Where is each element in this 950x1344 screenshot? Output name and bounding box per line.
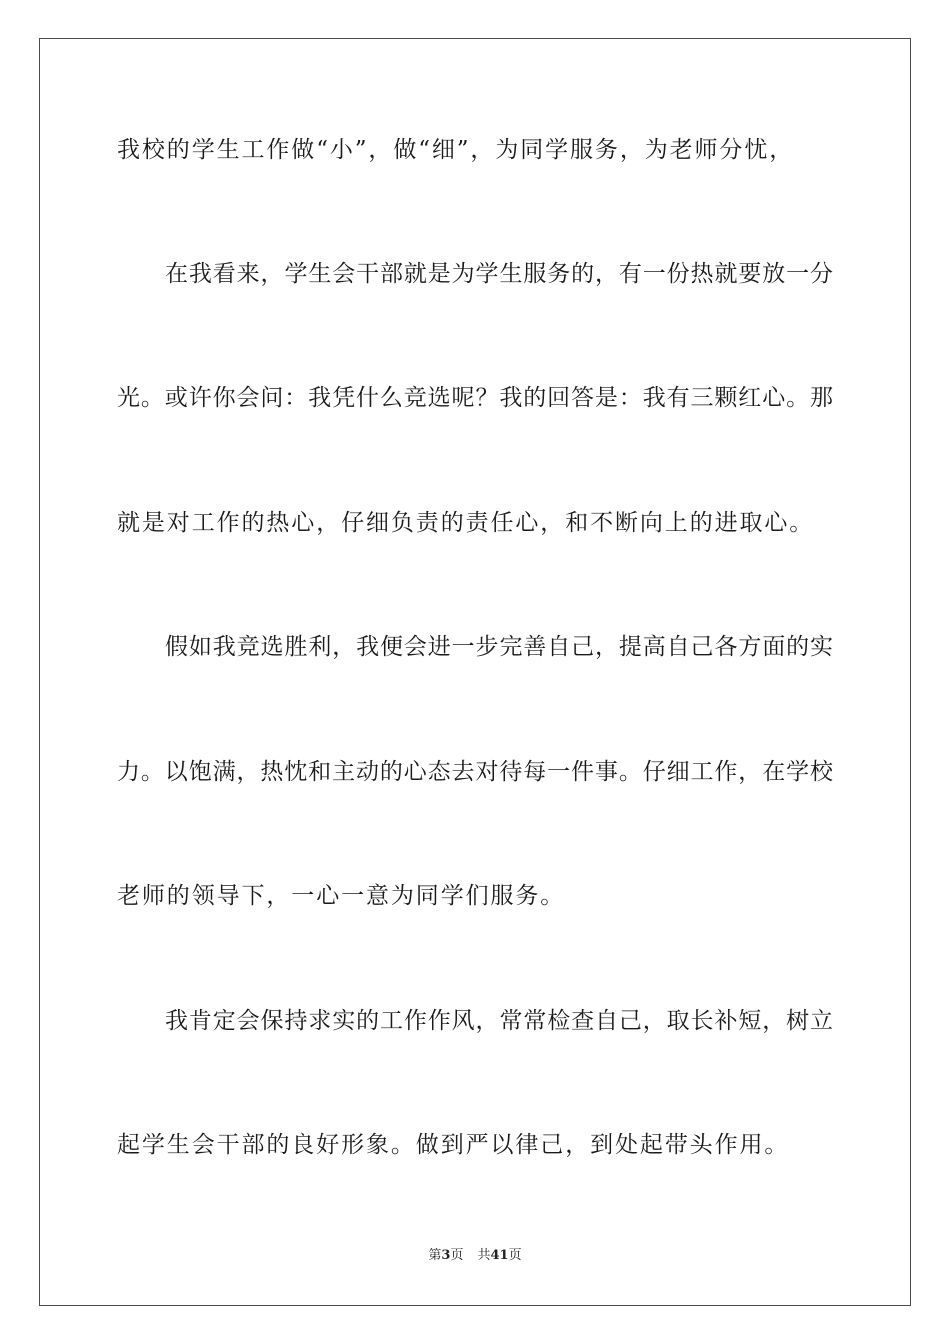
page-border: [39, 38, 911, 1306]
paragraph-line-1: 我校的学生工作做“小”，做“细”，为同学服务，为老师分忧，: [117, 137, 795, 163]
total-pages: 41: [490, 1248, 509, 1263]
paragraph-line-7: 老师的领导下，一心一意为同学们服务。: [117, 883, 566, 909]
paragraph-line-8: 我肯定会保持求实的工作作风，常常检查自己，取长补短，树立: [165, 1008, 833, 1034]
paragraph-line-5: 假如我竞选胜利，我便会进一步完善自己，提高自己各方面的实: [165, 634, 833, 660]
page-prefix: 第: [428, 1248, 442, 1263]
total-prefix: 共: [477, 1248, 491, 1263]
paragraph-line-2: 在我看来，学生会干部就是为学生服务的，有一份热就要放一分: [165, 261, 833, 287]
paragraph-line-4: 就是对工作的热心，仔细负责的责任心，和不断向上的进取心。: [117, 510, 815, 536]
paragraph-line-6: 力。以饱满，热忱和主动的心态去对待每一件事。仔细工作，在学校: [117, 759, 833, 785]
paragraph-line-3: 光。或许你会问：我凭什么竞选呢？我的回答是：我有三颗红心。那: [117, 385, 833, 411]
total-suffix: 页: [508, 1248, 522, 1263]
paragraph-line-9: 起学生会干部的良好形象。做到严以律己，到处起带头作用。: [117, 1132, 790, 1158]
page-suffix: 页: [450, 1248, 464, 1263]
page-footer: [0, 1247, 950, 1265]
page-number: 3: [441, 1248, 451, 1263]
